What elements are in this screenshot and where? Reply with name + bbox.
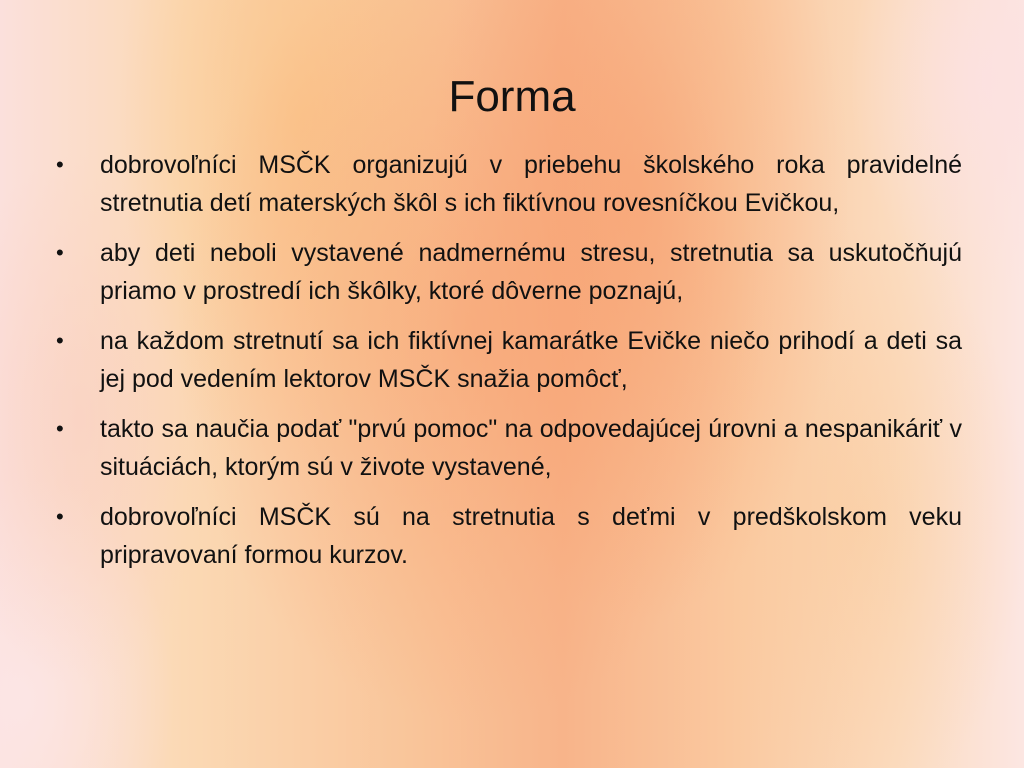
bullet-text: dobrovoľníci MSČK organizujú v priebehu školského roka pravidelné stretnutia detí materských škôl s ich fiktívnou rovesníčkou Evičkou,	[100, 151, 962, 217]
bullet-dot-icon: •	[56, 504, 64, 529]
bullet-list	[56, 146, 962, 586]
bullet-item	[56, 410, 962, 486]
bullet-text: na každom stretnutí sa ich fiktívnej kamarátke Evičke niečo prihodí a deti sa jej pod vedením lektorov MSČK snažia pomôcť,	[100, 327, 962, 393]
bullet-text: takto sa naučia podať "prvú pomoc" na odpovedajúcej úrovni a nespanikáriť v situáciách, ktorým sú v živote vystavené,	[100, 415, 962, 481]
bullet-text: dobrovoľníci MSČK sú na stretnutia s deťmi v predškolskom veku pripravovaní formou kurzov.	[100, 503, 962, 569]
bullet-dot-icon: •	[56, 416, 64, 441]
bullet-text: aby deti neboli vystavené nadmernému stresu, stretnutia sa uskutočňujú priamo v prostredí ich škôlky, ktoré dôverne poznajú,	[100, 239, 962, 305]
bullet-item	[56, 234, 962, 310]
bullet-item	[56, 146, 962, 222]
bullet-dot-icon: •	[56, 328, 64, 353]
bullet-item	[56, 498, 962, 574]
bullet-dot-icon: •	[56, 152, 64, 177]
bullet-item	[56, 322, 962, 398]
slide-title: Forma	[448, 72, 576, 121]
bullet-dot-icon: •	[56, 240, 64, 265]
